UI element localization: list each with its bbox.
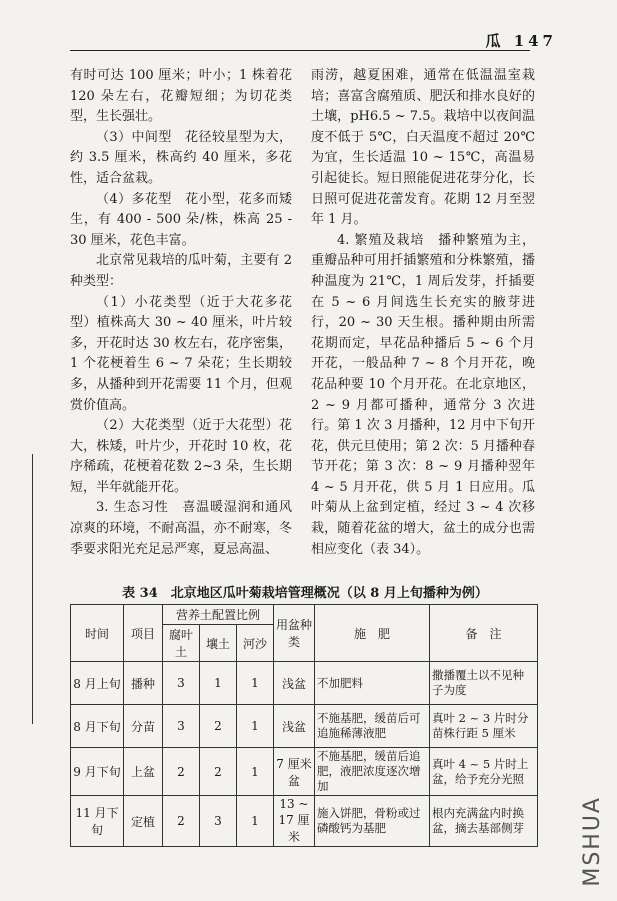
cell-time: 11 月下旬 xyxy=(71,796,124,847)
cell-pot: 浅盆 xyxy=(274,662,315,705)
col-header-notes: 备 注 xyxy=(430,605,538,662)
col-header-loam: 壤土 xyxy=(200,625,237,662)
cell-humus: 2 xyxy=(163,748,200,796)
table-row xyxy=(71,796,538,847)
cell-note: 真叶 2 ~ 3 片时分苗株行距 5 厘米 xyxy=(430,705,538,748)
cell-pot: 13 ~ 17 厘米 xyxy=(274,796,315,847)
gutter-line xyxy=(32,454,33,724)
cell-sand: 1 xyxy=(237,662,274,705)
cell-note: 真叶 4 ~ 5 片时上盆，给予充分光照 xyxy=(430,748,538,796)
table-row xyxy=(71,662,538,705)
cell-item: 播种 xyxy=(124,662,163,705)
watermark: MSHUA xyxy=(580,796,605,887)
cell-item: 定植 xyxy=(124,796,163,847)
col-header-soil: 营养土配置比例 xyxy=(163,605,274,625)
paragraph: 4. 繁殖及栽培 播种繁殖为主，重瓣品种可用扦插繁殖和分株繁殖，播种温度为 21℃，1 周后发芽，扦插要在 5 ~ 6 月间选生长充实的腋芽进行，20 ~ 30 天生根。播种期由所需花期而定，早花品种播后 5 ~ 6 个月开花，一般品种 7 ~ 8 个月开花，晚花品种要 10 个月开花。在北京地区，2 ~ 9 月都可播种，通常分 3 次进行。第 1 次 3 月播种，12 月中下旬开花，供元旦使用；第 2 次：5 月播种春节开花；第 3 次：8 ~ 9 月播种翌年 4 ~ 5 月开花，供 5 月 1 日应用。瓜叶菊从上盆到定植，经过 3 ~ 4 次移栽，随着花盆的增大，盆土的成分也需相应变化（表 34）。 xyxy=(311,232,535,557)
header-rule xyxy=(70,50,530,51)
cell-pot: 浅盆 xyxy=(274,705,315,748)
cell-note: 撒播覆土以不见种子为度 xyxy=(430,662,538,705)
cell-humus: 3 xyxy=(163,705,200,748)
col-header-item: 项目 xyxy=(124,605,163,662)
cell-fertilize: 不施基肥，缓苗后可追施稀薄液肥 xyxy=(315,705,430,748)
cell-sand: 1 xyxy=(237,748,274,796)
col-header-fertilize: 施 肥 xyxy=(315,605,430,662)
cell-loam: 2 xyxy=(200,705,237,748)
col-header-humus: 腐叶土 xyxy=(163,625,200,662)
cell-loam: 3 xyxy=(200,796,237,847)
cell-sand: 1 xyxy=(237,796,274,847)
paragraph: （1）小花类型（近于大花多花型）植株高大 30 ~ 40 厘米，叶片较多，开花时达 30 枚左右，花序密集，1 个花梗着生 6 ~ 7 朵花；生长期较多，从播种到开花需要 11 个月，但观赏价值高。 xyxy=(70,294,292,413)
paragraph: 有时可达 100 厘米；叶小；1 株着花 120 朵左右，花瓣短细；为切花类型，生长强壮。 xyxy=(70,68,292,125)
cell-fertilize: 不施基肥，缓苗后追肥，液肥浓度逐次增加 xyxy=(315,748,430,796)
paragraph: （4）多花型 花小型，花多而矮生，有 400 - 500 朵/株，株高 25 - 30 厘米，花色丰富。 xyxy=(70,191,292,248)
col-header-pot: 用盆种类 xyxy=(274,605,315,662)
cell-sand: 1 xyxy=(237,705,274,748)
cell-time: 8 月下旬 xyxy=(71,705,124,748)
cell-item: 上盆 xyxy=(124,748,163,796)
paragraph: 3. 生态习性 喜温暖湿润和通风凉爽的环境，不耐高温，亦不耐寒，冬季要求阳光充足忌严寒，夏忌高温、 xyxy=(70,500,292,557)
table-row xyxy=(71,705,538,748)
section-title: 瓜 xyxy=(485,32,505,50)
cell-fertilize: 施入饼肥，骨粉或过磷酸钙为基肥 xyxy=(315,796,430,847)
col-header-sand: 河沙 xyxy=(237,625,274,662)
cell-loam: 2 xyxy=(200,748,237,796)
cultivation-table xyxy=(70,604,538,847)
paragraph: 雨涝，越夏困难，通常在低温温室栽培；喜富含腐殖质、肥沃和排水良好的土壤，pH6.5 ~ 7.5。栽培中以夜间温度不低于 5℃，白天温度不超过 20℃为宜，生长适温 10 ~ 15℃，高温易引起徒长。短日照能促进花芽分化，长日照可促进花蕾发育。花期 12 月至翌年 1 月。 xyxy=(311,68,535,228)
table-row xyxy=(71,748,538,796)
cell-time: 9 月下旬 xyxy=(71,748,124,796)
cell-pot: 7 厘米盆 xyxy=(274,748,315,796)
col-header-time: 时间 xyxy=(71,605,124,662)
paragraph: 北京常见栽培的瓜叶菊，主要有 2 种类型： xyxy=(70,253,292,289)
paragraph: （3）中间型 花径较星型为大，约 3.5 厘米，株高约 40 厘米，多花性，适合盆栽。 xyxy=(70,129,292,186)
right-column xyxy=(311,66,535,560)
page-number: 147 xyxy=(513,32,557,50)
paragraph: （2）大花类型（近于大花型）花大，株矮，叶片少，开花时 10 枚，花序稀疏，花梗着花数 2~3 朵，生长期短，半年就能开花。 xyxy=(70,418,292,495)
page-header xyxy=(485,30,557,51)
cell-item: 分苗 xyxy=(124,705,163,748)
table-caption: 表 34 北京地区瓜叶菊栽培管理概况（以 8 月上旬播种为例） xyxy=(122,586,488,601)
cell-humus: 2 xyxy=(163,796,200,847)
cell-fertilize: 不加肥料 xyxy=(315,662,430,705)
cell-note: 根内充满盆内时换盆，摘去基部侧芽 xyxy=(430,796,538,847)
table-header-row xyxy=(71,605,538,625)
cell-time: 8 月上旬 xyxy=(71,662,124,705)
cell-humus: 3 xyxy=(163,662,200,705)
left-column xyxy=(70,66,292,560)
cell-loam: 1 xyxy=(200,662,237,705)
